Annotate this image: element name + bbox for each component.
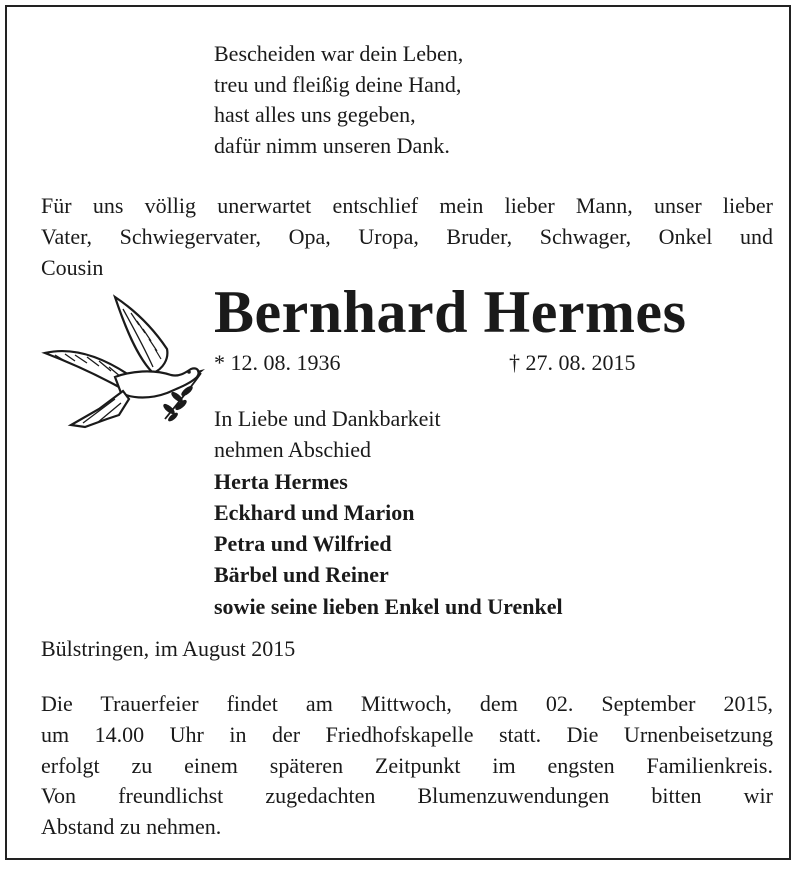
announcement-line: Vater, Schwiegervater, Opa, Uropa, Bruder, Schwager, Onkel und bbox=[41, 224, 773, 249]
farewell-line: nehmen Abschied bbox=[214, 437, 372, 463]
death-date: † 27. 08. 2015 bbox=[509, 350, 636, 375]
funeral-line: Von freundlichst zugedachten Blumenzuwendungen bitten wir bbox=[41, 783, 773, 809]
announcement-line: Für uns völlig unerwartet entschlief mein lieber Mann, unser lieber bbox=[41, 193, 773, 218]
dove-with-olive-branch-icon bbox=[41, 287, 211, 432]
mourners-list bbox=[214, 403, 563, 622]
mourner-name: Petra und Wilfried bbox=[214, 531, 392, 557]
funeral-line: erfolgt zu einem späteren Zeitpunkt im engsten Familienkreis. bbox=[41, 752, 773, 778]
mourner-name: Eckhard und Marion bbox=[214, 499, 415, 525]
funeral-line: um 14.00 Uhr in der Friedhofskapelle statt. Die Urnenbeisetzung bbox=[41, 721, 773, 747]
mourner-name: Herta Hermes bbox=[214, 468, 348, 494]
obituary-notice bbox=[5, 5, 791, 860]
announcement-line: Cousin bbox=[41, 255, 104, 280]
mourner-name: Bärbel und Reiner bbox=[214, 562, 389, 588]
farewell-line: In Liebe und Dankbarkeit bbox=[214, 406, 441, 431]
poem-line: hast alles uns gegeben, bbox=[214, 102, 416, 127]
mourner-name: sowie seine lieben Enkel und Urenkel bbox=[214, 593, 563, 619]
funeral-line: Die Trauerfeier findet am Mittwoch, dem 02. September 2015, bbox=[41, 691, 773, 716]
death-announcement-text bbox=[41, 190, 773, 283]
funeral-details bbox=[41, 689, 773, 843]
memorial-poem bbox=[214, 39, 463, 161]
deceased-name: Bernhard Hermes bbox=[214, 279, 687, 345]
poem-line: dafür nimm unseren Dank. bbox=[214, 132, 450, 158]
place-and-date: Bülstringen, im August 2015 bbox=[41, 636, 296, 661]
birth-date: * 12. 08. 1936 bbox=[214, 350, 341, 375]
funeral-line: Abstand zu nehmen. bbox=[41, 814, 222, 840]
poem-line: treu und fleißig deine Hand, bbox=[214, 71, 462, 97]
poem-line: Bescheiden war dein Leben, bbox=[214, 41, 464, 66]
